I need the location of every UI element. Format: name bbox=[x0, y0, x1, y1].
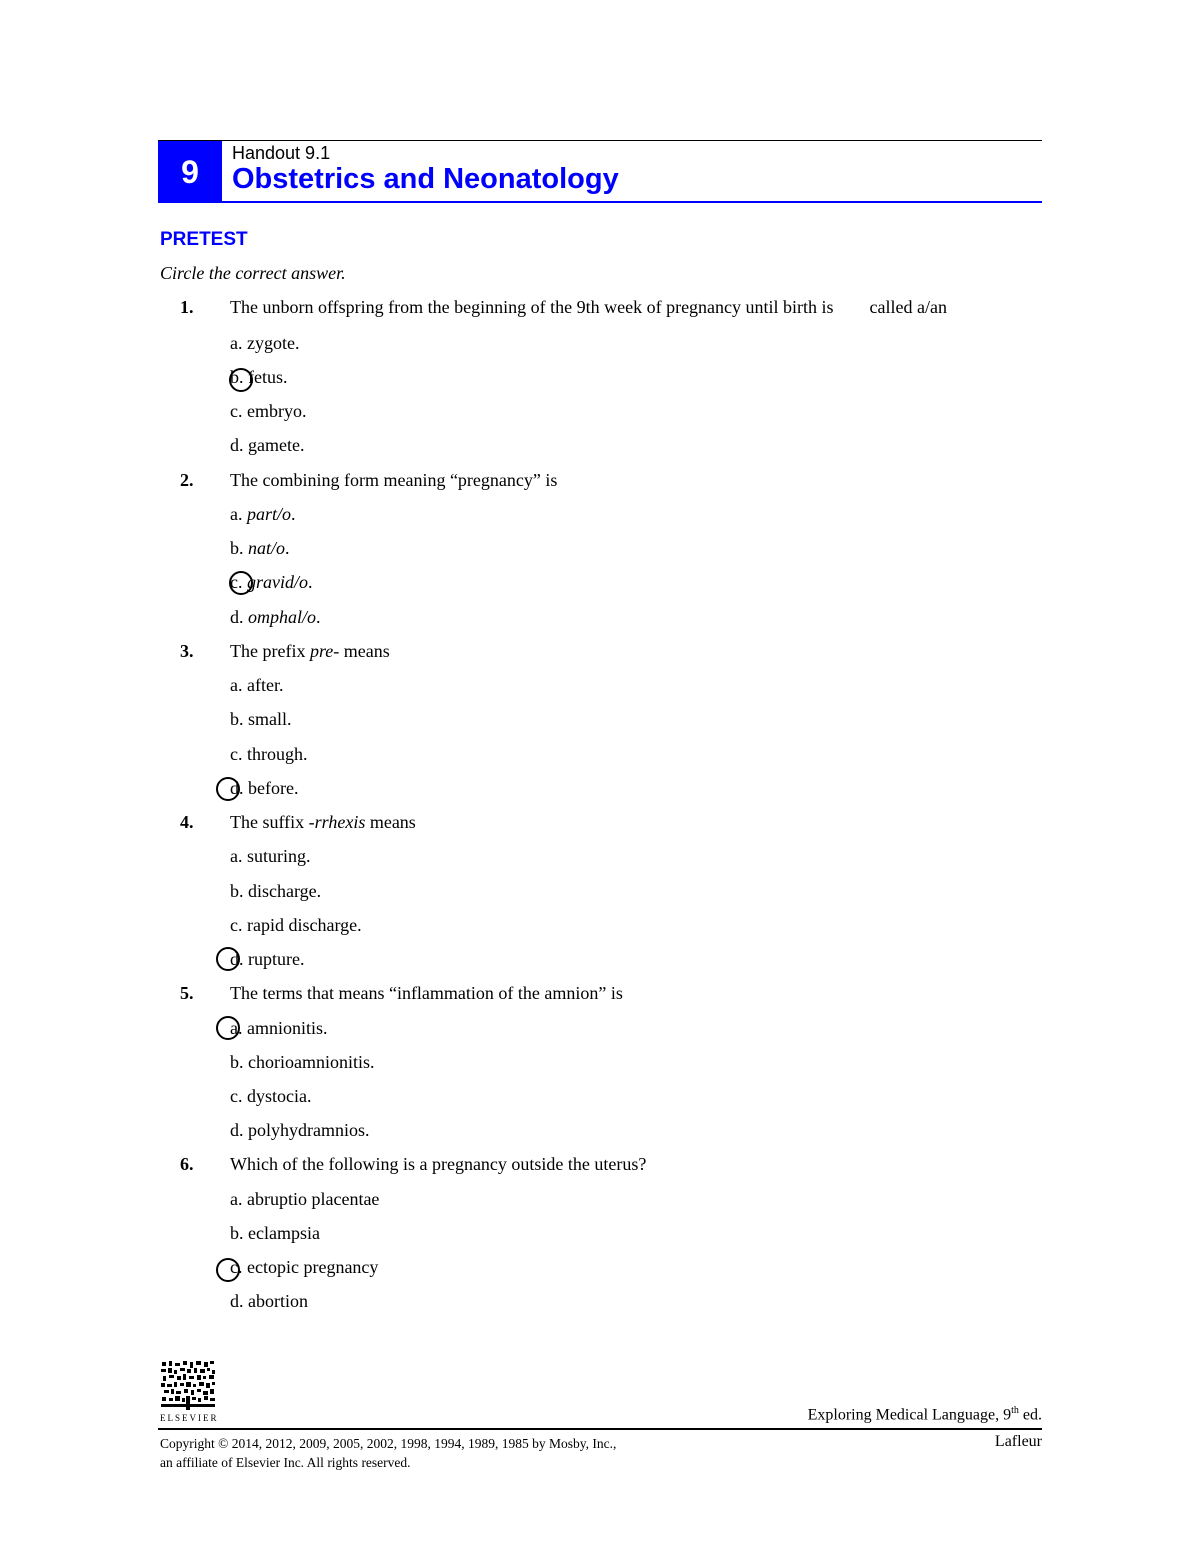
answer-option[interactable]: d. omphal/o. bbox=[230, 607, 321, 627]
chapter-number-badge: 9 bbox=[158, 141, 222, 203]
answer-option[interactable]: c. through. bbox=[230, 744, 308, 764]
question-number: 1. bbox=[180, 297, 194, 317]
question-text: The terms that means “inflammation of the amnion” is bbox=[230, 983, 623, 1003]
answer-option[interactable]: c. gravid/o. bbox=[230, 572, 313, 592]
instruction-text: Circle the correct answer. bbox=[160, 263, 346, 283]
question-text: The combining form meaning “pregnancy” is bbox=[230, 470, 558, 490]
answer-option[interactable]: d. before. bbox=[230, 778, 299, 798]
answer-option[interactable]: c. dystocia. bbox=[230, 1086, 312, 1106]
answer-circle-mark bbox=[216, 1016, 240, 1040]
answer-option[interactable]: a. part/o. bbox=[230, 504, 296, 524]
copyright-notice: Copyright © 2014, 2012, 2009, 2005, 2002, 1998, 1994, 1989, 1985 by Mosby, Inc., an affiliate of Elsevier Inc. All rights reserved. bbox=[160, 1436, 617, 1470]
question-number: 3. bbox=[180, 641, 194, 661]
question-text: The suffix -rrhexis means bbox=[230, 812, 416, 832]
answer-option[interactable]: a. amnionitis. bbox=[230, 1018, 328, 1038]
question-text: Which of the following is a pregnancy outside the uterus? bbox=[230, 1154, 647, 1174]
answer-option[interactable]: d. rupture. bbox=[230, 949, 305, 969]
answer-option[interactable]: c. rapid discharge. bbox=[230, 915, 362, 935]
answer-circle-mark bbox=[216, 777, 240, 801]
answer-option[interactable]: a. abruptio placentae bbox=[230, 1189, 380, 1209]
header-bottom-rule bbox=[158, 201, 1042, 203]
question-text: The unborn offspring from the beginning of the 9th week of pregnancy until birth is called a/an bbox=[230, 297, 947, 317]
question-number: 4. bbox=[180, 812, 194, 832]
answer-option[interactable]: d. abortion bbox=[230, 1291, 308, 1311]
header-top-rule bbox=[158, 140, 1042, 141]
answer-option[interactable]: a. after. bbox=[230, 675, 284, 695]
elsevier-logo bbox=[160, 1360, 218, 1423]
answer-option[interactable]: b. eclampsia bbox=[230, 1223, 320, 1243]
question-number: 2. bbox=[180, 470, 194, 490]
answer-option[interactable]: a. suturing. bbox=[230, 846, 311, 866]
answer-option[interactable]: a. zygote. bbox=[230, 333, 300, 353]
answer-option[interactable]: c. ectopic pregnancy bbox=[230, 1257, 379, 1277]
answer-circle-mark bbox=[216, 947, 240, 971]
question-number: 6. bbox=[180, 1154, 194, 1174]
answer-circle-mark bbox=[229, 368, 253, 392]
answer-option[interactable]: b. small. bbox=[230, 709, 292, 729]
answer-option[interactable]: d. gamete. bbox=[230, 435, 305, 455]
question-number: 5. bbox=[180, 983, 194, 1003]
answer-circle-mark bbox=[216, 1258, 240, 1282]
logo-wordmark: ELSEVIER bbox=[160, 1413, 219, 1423]
answer-option[interactable]: b. fetus. bbox=[230, 367, 288, 387]
question-text: The prefix pre- means bbox=[230, 641, 390, 661]
answer-option[interactable]: c. embryo. bbox=[230, 401, 307, 421]
author-name: Lafleur bbox=[994, 1433, 1042, 1450]
handout-label: Handout 9.1 bbox=[232, 143, 331, 163]
footer-rule bbox=[158, 1428, 1042, 1430]
answer-option[interactable]: b. discharge. bbox=[230, 881, 322, 901]
page-title: Obstetrics and Neonatology bbox=[232, 163, 619, 195]
answer-circle-mark bbox=[229, 571, 253, 595]
elsevier-tree-icon bbox=[160, 1360, 216, 1412]
section-heading: PRETEST bbox=[160, 229, 248, 250]
book-title: Exploring Medical Language, 9th ed. bbox=[807, 1405, 1042, 1424]
answer-option[interactable]: d. polyhydramnios. bbox=[230, 1120, 370, 1140]
answer-option[interactable]: b. chorioamnionitis. bbox=[230, 1052, 375, 1072]
answer-option[interactable]: b. nat/o. bbox=[230, 538, 290, 558]
